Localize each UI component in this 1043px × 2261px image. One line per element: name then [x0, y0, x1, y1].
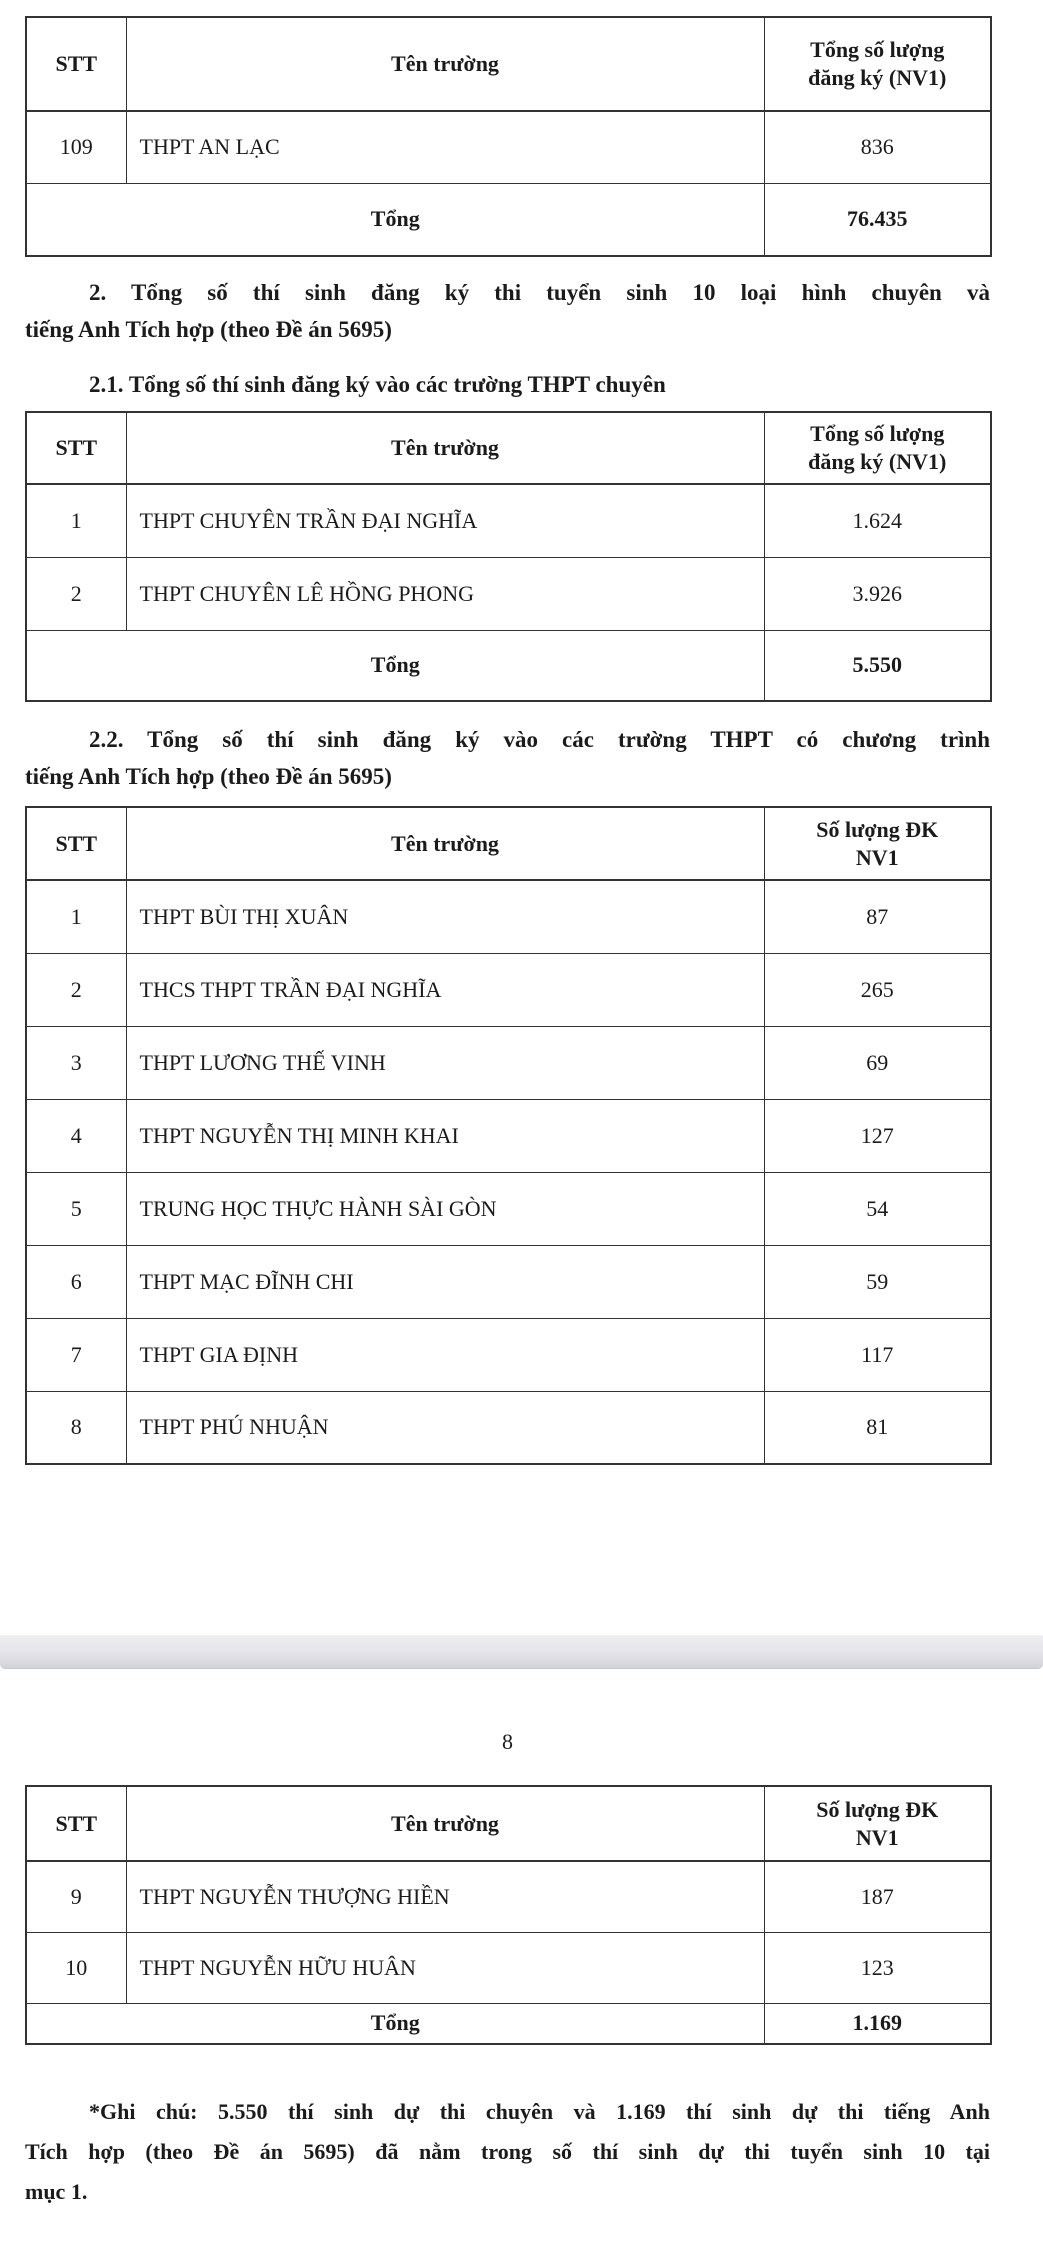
cell-school-name: THPT NGUYỄN HỮU HUÂN	[126, 1932, 764, 2003]
cell-stt: 3	[26, 1026, 126, 1099]
table-header-row	[26, 17, 991, 111]
col-header-stt: STT	[26, 1786, 126, 1861]
cell-qty: 117	[764, 1318, 991, 1391]
cell-school-name: THPT AN LẠC	[126, 111, 764, 183]
col-header-stt: STT	[26, 412, 126, 484]
cell-stt: 6	[26, 1245, 126, 1318]
col-header-stt: STT	[26, 807, 126, 880]
section-heading-2-1: 2.1. Tổng số thí sinh đăng ký vào các trường THPT chuyên	[89, 372, 666, 397]
heading-line: 2. Tổng số thí sinh đăng ký thi tuyển sinh 10 loại hình chuyên và	[89, 280, 990, 305]
cell-stt: 2	[26, 953, 126, 1026]
table-chuyen-schools	[25, 411, 992, 702]
cell-stt: 9	[26, 1861, 126, 1932]
table-registration-total	[25, 16, 992, 257]
footnote	[25, 2092, 990, 2212]
cell-qty: 3.926	[764, 557, 991, 630]
cell-school-name: THPT GIA ĐỊNH	[126, 1318, 764, 1391]
total-label: Tổng	[26, 630, 764, 701]
page-separator-bar	[0, 1635, 1043, 1669]
cell-school-name: THPT CHUYÊN LÊ HỒNG PHONG	[126, 557, 764, 630]
col-header-qty: Tổng số lượng đăng ký (NV1)	[764, 412, 991, 484]
cell-stt: 2	[26, 557, 126, 630]
cell-school-name: THPT LƯƠNG THẾ VINH	[126, 1026, 764, 1099]
heading-line: 2.2. Tổng số thí sinh đăng ký vào các trường THPT có chương trình	[89, 727, 990, 752]
table-row	[26, 111, 991, 183]
col-header-school-name: Tên trường	[126, 1786, 764, 1861]
cell-school-name: THPT MẠC ĐĨNH CHI	[126, 1245, 764, 1318]
total-value: 1.169	[764, 2003, 991, 2044]
table-total-row	[26, 2003, 991, 2044]
col-header-qty: Số lượng ĐK NV1	[764, 1786, 991, 1861]
total-value: 76.435	[764, 183, 991, 256]
cell-school-name: THCS THPT TRẦN ĐẠI NGHĨA	[126, 953, 764, 1026]
table-row	[26, 1172, 991, 1245]
table-tichhop-schools-part1	[25, 806, 992, 1465]
cell-qty: 127	[764, 1099, 991, 1172]
cell-stt: 5	[26, 1172, 126, 1245]
total-value: 5.550	[764, 630, 991, 701]
section-heading-2	[25, 274, 990, 348]
table-total-row	[26, 630, 991, 701]
cell-stt: 8	[26, 1391, 126, 1464]
table-row	[26, 953, 991, 1026]
cell-school-name: THPT NGUYỄN THỊ MINH KHAI	[126, 1099, 764, 1172]
cell-qty: 1.624	[764, 484, 991, 557]
cell-stt: 109	[26, 111, 126, 183]
total-label: Tổng	[26, 183, 764, 256]
table-row	[26, 880, 991, 953]
cell-stt: 1	[26, 880, 126, 953]
cell-qty: 836	[764, 111, 991, 183]
cell-stt: 7	[26, 1318, 126, 1391]
footnote-line: Tích hợp (theo Đề án 5695) đã nằm trong số thí sinh dự thi tuyển sinh 10 tại	[25, 2139, 990, 2164]
table-row	[26, 1099, 991, 1172]
table-row	[26, 484, 991, 557]
col-header-qty: Số lượng ĐK NV1	[764, 807, 991, 880]
table-row	[26, 1026, 991, 1099]
cell-stt: 10	[26, 1932, 126, 2003]
cell-qty: 123	[764, 1932, 991, 2003]
section-heading-2-2	[25, 721, 990, 795]
col-header-school-name: Tên trường	[126, 807, 764, 880]
cell-qty: 81	[764, 1391, 991, 1464]
cell-school-name: THPT NGUYỄN THƯỢNG HIỀN	[126, 1861, 764, 1932]
heading-line: tiếng Anh Tích hợp (theo Đề án 5695)	[25, 764, 392, 789]
cell-qty: 59	[764, 1245, 991, 1318]
table-header-row	[26, 1786, 991, 1861]
table-header-row	[26, 412, 991, 484]
table-total-row	[26, 183, 991, 256]
table-row	[26, 1318, 991, 1391]
table-row	[26, 1861, 991, 1932]
cell-qty: 87	[764, 880, 991, 953]
cell-school-name: TRUNG HỌC THỰC HÀNH SÀI GÒN	[126, 1172, 764, 1245]
cell-qty: 69	[764, 1026, 991, 1099]
cell-stt: 1	[26, 484, 126, 557]
cell-qty: 265	[764, 953, 991, 1026]
col-header-school-name: Tên trường	[126, 17, 764, 111]
total-label: Tổng	[26, 2003, 764, 2044]
table-tichhop-schools-part2	[25, 1785, 992, 2045]
cell-school-name: THPT CHUYÊN TRẦN ĐẠI NGHĨA	[126, 484, 764, 557]
heading-line: tiếng Anh Tích hợp (theo Đề án 5695)	[25, 317, 392, 342]
table-row	[26, 557, 991, 630]
table-row	[26, 1391, 991, 1464]
table-row	[26, 1932, 991, 2003]
table-header-row	[26, 807, 991, 880]
col-header-stt: STT	[26, 17, 126, 111]
page-number: 8	[502, 1729, 513, 1754]
cell-qty: 54	[764, 1172, 991, 1245]
footnote-line: *Ghi chú: 5.550 thí sinh dự thi chuyên và 1.169 thí sinh dự thi tiếng Anh	[89, 2099, 990, 2124]
footnote-line: mục 1.	[25, 2179, 88, 2204]
cell-school-name: THPT PHÚ NHUẬN	[126, 1391, 764, 1464]
col-header-qty: Tổng số lượng đăng ký (NV1)	[764, 17, 991, 111]
cell-qty: 187	[764, 1861, 991, 1932]
col-header-school-name: Tên trường	[126, 412, 764, 484]
table-row	[26, 1245, 991, 1318]
cell-stt: 4	[26, 1099, 126, 1172]
cell-school-name: THPT BÙI THỊ XUÂN	[126, 880, 764, 953]
